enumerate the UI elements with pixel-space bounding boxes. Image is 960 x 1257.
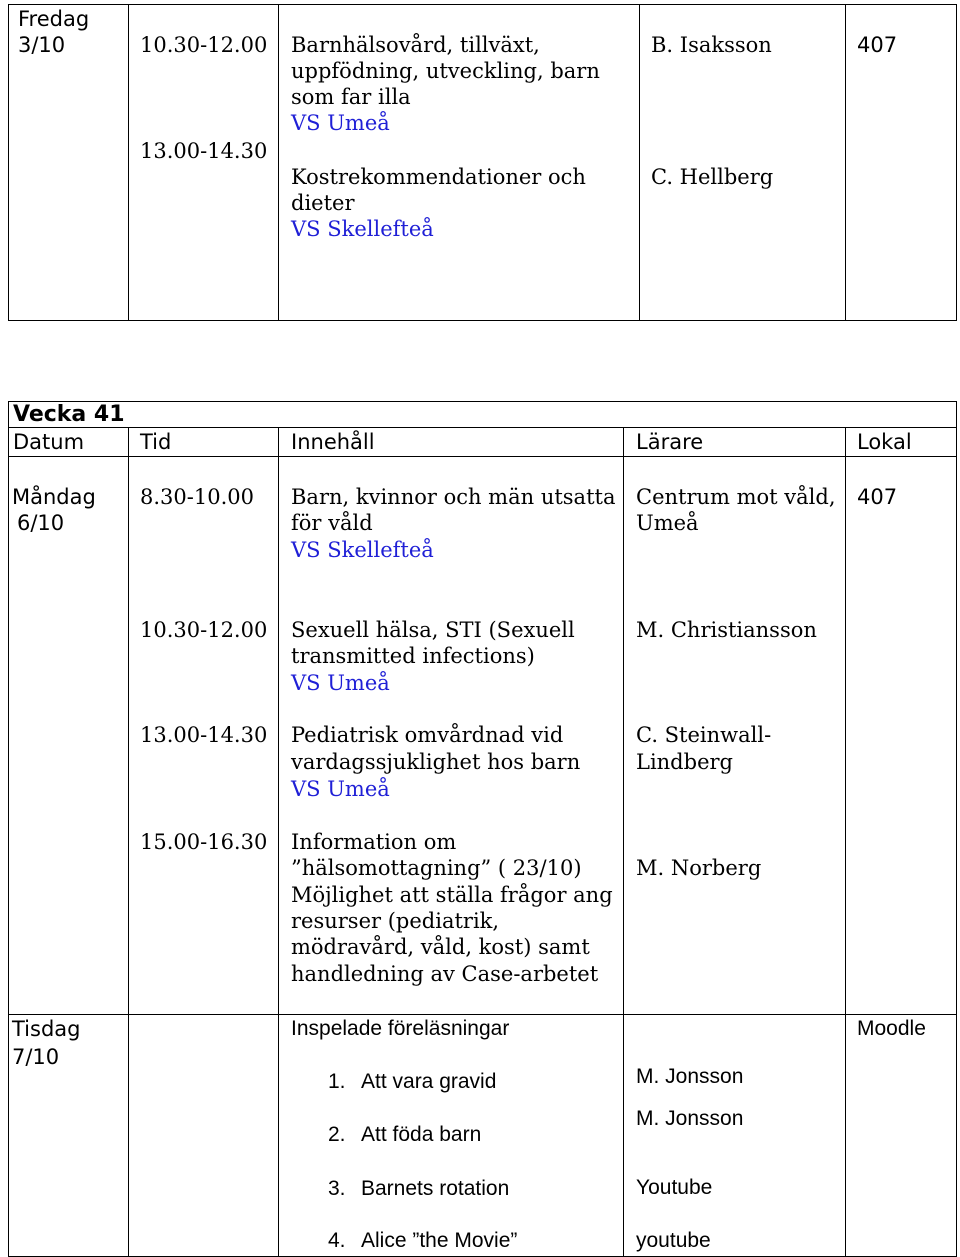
monday-s4-content: resurser (pediatrik, [291,909,500,933]
header-time: Tid [140,430,172,454]
tuesday-heading: Inspelade föreläsningar [291,1017,510,1040]
col-divider [278,4,279,321]
col-divider [128,4,129,321]
row-divider [8,1014,957,1015]
header-teacher: Lärare [636,430,704,454]
friday-day: Fredag [18,7,90,31]
monday-s3-time: 13.00-14.30 [140,723,268,747]
row-divider [8,427,957,428]
lecture-title: Att vara gravid [361,1070,497,1093]
lecture-title: Barnets rotation [361,1177,510,1200]
monday-s4-content: mödravård, våld, kost) samt [291,935,590,959]
monday-s1-content: Barn, kvinnor och män utsatta [291,485,616,509]
col-divider [845,427,846,1257]
tuesday-day: Tisdag [12,1017,81,1041]
monday-s2-teacher: M. Christiansson [636,618,817,642]
friday-content-1-location: VS Umeå [291,111,390,135]
monday-s4-content: Information om [291,830,457,854]
header-room: Lokal [857,430,912,454]
monday-s3-content: vardagssjuklighet hos barn [291,750,581,774]
col-divider [278,427,279,1257]
col-divider [623,427,624,1257]
monday-s1-time: 8.30-10.00 [140,485,254,509]
friday-content-2-line: Kostrekommendationer och [291,165,586,189]
monday-s4-time: 15.00-16.30 [140,830,268,854]
friday-content-1-line: uppfödning, utveckling, barn [291,59,600,83]
monday-s1-teacher: Umeå [636,511,699,535]
monday-s2-content: transmitted infections) [291,644,535,668]
monday-s3-teacher: C. Steinwall- [636,723,772,747]
monday-s1-content: för våld [291,511,373,535]
monday-s4-content: handledning av Case-arbetet [291,962,599,986]
monday-s4-teacher: M. Norberg [636,856,762,880]
monday-s1-teacher: Centrum mot våld, [636,485,836,509]
lecture-teacher: M. Jonsson [636,1107,744,1130]
friday-content-1-line: som far illa [291,85,411,109]
friday-teacher-1: B. Isaksson [651,33,772,57]
lecture-number: 4. [328,1229,346,1252]
lecture-teacher: M. Jonsson [636,1065,744,1088]
tuesday-date: 7/10 [12,1045,60,1069]
monday-s2-location: VS Umeå [291,671,390,695]
monday-s3-content: Pediatrisk omvårdnad vid [291,723,564,747]
friday-time-2: 13.00-14.30 [140,139,268,163]
monday-day: Måndag [12,485,96,509]
lecture-number: 3. [328,1177,346,1200]
friday-time-1: 10.30-12.00 [140,33,268,57]
header-date: Datum [13,430,85,454]
friday-teacher-2: C. Hellberg [651,165,774,189]
monday-s2-content: Sexuell hälsa, STI (Sexuell [291,618,575,642]
lecture-number: 2. [328,1123,346,1146]
monday-s2-time: 10.30-12.00 [140,618,268,642]
week-title: Vecka 41 [13,402,125,427]
lecture-title: Att föda barn [361,1123,482,1146]
lecture-title: Alice ”the Movie” [361,1229,518,1252]
monday-s4-content: ”hälsomottagning” ( 23/10) [291,856,582,880]
monday-date: 6/10 [17,511,65,535]
friday-room: 407 [857,33,898,57]
col-divider [639,4,640,321]
tuesday-room: Moodle [857,1017,926,1040]
monday-s3-location: VS Umeå [291,777,390,801]
friday-content-2-line: dieter [291,191,355,215]
friday-date: 3/10 [18,33,66,57]
lecture-teacher: Youtube [636,1176,713,1199]
monday-s1-location: VS Skellefteå [291,538,434,562]
col-divider [845,4,846,321]
header-content: Innehåll [291,430,375,454]
monday-s3-teacher: Lindberg [636,750,733,774]
friday-content-1-line: Barnhälsovård, tillväxt, [291,33,540,57]
monday-s1-room: 407 [857,485,898,509]
lecture-teacher: youtube [636,1229,711,1252]
col-divider [128,427,129,1257]
monday-s4-content: Möjlighet att ställa frågor ang [291,883,613,907]
row-divider [8,456,957,457]
lecture-number: 1. [328,1070,346,1093]
friday-content-2-location: VS Skellefteå [291,217,434,241]
